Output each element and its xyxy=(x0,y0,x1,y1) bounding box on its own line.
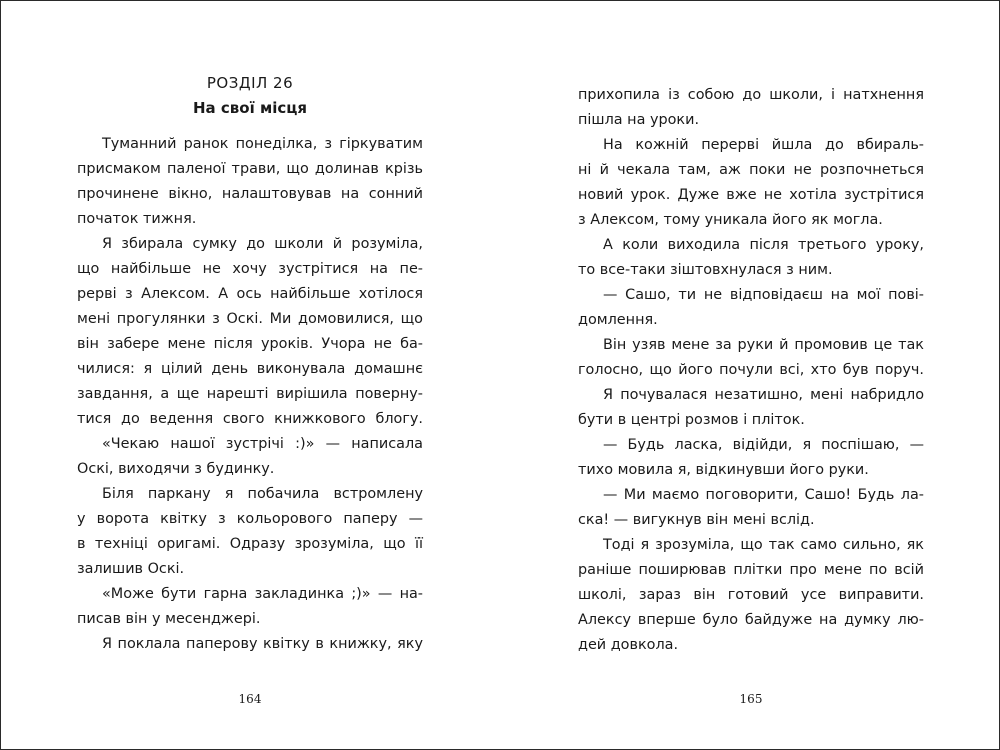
text-line: завдання, а ще нарешті вирішила поверну- xyxy=(77,386,423,402)
page-number-left: 164 xyxy=(238,692,262,706)
text-line: Він узяв мене за руки й промовив це так xyxy=(603,337,924,353)
text-line: писав він у месенджері. xyxy=(77,611,261,627)
text-line: залишив Оскі. xyxy=(77,561,185,577)
text-line: у ворота квітку з кольорового паперу — xyxy=(77,511,423,527)
text-line: На кожній перерві йшла до вбираль- xyxy=(603,137,924,153)
text-line: Туманний ранок понеділка, з гіркуватим xyxy=(102,136,423,152)
text-line: раніше поширював плітки про мене по всій xyxy=(578,562,924,578)
text-line: Я поклала паперову квітку в книжку, яку xyxy=(102,636,423,652)
text-line: — Сашо, ти не відповідаєш на мої пові- xyxy=(603,287,924,303)
text-line: голосно, що його почули всі, хто був поруч. xyxy=(578,362,924,378)
text-line: домлення. xyxy=(578,312,658,328)
text-line: школі, зараз він готовий усе виправити. xyxy=(578,587,924,603)
left-page-body-text xyxy=(77,132,423,657)
text-line: прихопила із собою до школи, і натхнення xyxy=(578,87,924,103)
text-line: прочинене вікно, налаштовував на сонний xyxy=(77,186,423,202)
text-line: А коли виходила після третього уроку, xyxy=(603,237,924,253)
page-number-right: 165 xyxy=(739,692,763,706)
text-line: «Може бути гарна закладинка ;)» — на- xyxy=(102,586,423,602)
text-line: бути в центрі розмов і пліток. xyxy=(578,412,805,428)
chapter-title: На свої місця xyxy=(193,99,307,117)
text-line: Алексу вперше було байдуже на думку лю- xyxy=(578,612,924,628)
text-line: з Алексом, тому уникала його як могла. xyxy=(578,212,883,228)
text-line: то все-таки зіштовхнулася з ним. xyxy=(578,262,833,278)
text-line: Я збирала сумку до школи й розуміла, xyxy=(102,236,423,252)
text-line: присмаком паленої трави, що долинав крізь xyxy=(77,161,423,177)
text-line: в техніці оригамі. Одразу зрозуміла, що її xyxy=(77,536,423,552)
text-line: тихо мовила я, відкинувши його руки. xyxy=(578,462,869,478)
text-line: ні й чекала там, аж поки не розпочнеться xyxy=(578,162,924,178)
text-line: рерві з Алексом. А ось найбільше хотілося xyxy=(77,286,423,302)
text-line: пішла на уроки. xyxy=(578,112,700,128)
text-line: мені прогулянки з Оскі. Ми домовилися, що xyxy=(77,311,423,327)
text-line: початок тижня. xyxy=(77,211,197,227)
text-line: Оскі, виходячи з будинку. xyxy=(77,461,275,477)
text-line: Біля паркану я побачила встромлену xyxy=(102,486,423,502)
text-line: Я почувалася незатишно, мені набридло xyxy=(603,387,924,403)
chapter-number: РОЗДІЛ 26 xyxy=(206,74,294,92)
text-line: ска! — вигукнув він мені вслід. xyxy=(578,512,815,528)
text-line: новий урок. Дуже вже не хотіла зустрітися xyxy=(578,187,924,203)
right-page-body-text xyxy=(578,83,924,658)
text-line: що найбільше не хочу зустрітися на пе- xyxy=(77,261,423,277)
text-line: — Будь ласка, відійди, я поспішаю, — xyxy=(603,437,924,453)
text-line: Тоді я зрозуміла, що так само сильно, як xyxy=(603,537,924,553)
text-line: дей довкола. xyxy=(578,637,679,653)
text-line: чилися: я цілий день виконувала домашнє xyxy=(77,361,423,377)
text-line: «Чекаю нашої зустрічі :)» — написала xyxy=(102,436,423,452)
right-page xyxy=(500,0,1000,750)
text-line: він забере мене після уроків. Учора не ба- xyxy=(77,336,423,352)
text-line: — Ми маємо поговорити, Сашо! Будь ла- xyxy=(603,487,924,503)
text-line: тися до ведення свого книжкового блогу. xyxy=(77,411,423,427)
